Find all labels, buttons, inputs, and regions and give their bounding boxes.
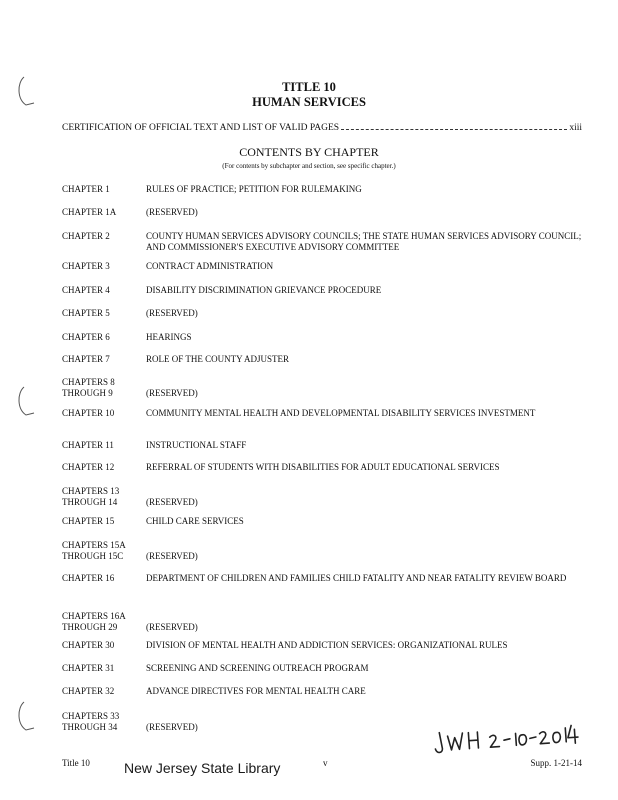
chapter-number: [62, 540, 146, 562]
chapter-number-line: CHAPTER 1A: [62, 207, 117, 217]
chapter-entry: [62, 354, 582, 365]
chapter-entry: [62, 486, 582, 508]
chapter-number: [62, 408, 146, 419]
chapter-number: [62, 516, 146, 527]
page-footer: [62, 755, 582, 785]
chapter-number-line: CHAPTER 32: [62, 686, 115, 696]
chapter-number: [62, 663, 146, 674]
certification-line: [62, 123, 582, 133]
chapter-entry: [62, 231, 582, 253]
chapter-number-line: CHAPTER 12: [62, 462, 115, 472]
title-number: TITLE 10: [282, 80, 336, 94]
chapter-number: [62, 711, 146, 733]
chapter-number-line: CHAPTER 30: [62, 640, 115, 650]
chapter-number: [62, 573, 146, 584]
chapter-title: DEPARTMENT OF CHILDREN AND FAMILIES CHILD FATALITY AND NEAR FATALITY REVIEW BOARD: [146, 573, 567, 583]
library-stamp: New Jersey State Library: [124, 760, 281, 776]
chapter-title: COUNTY HUMAN SERVICES ADVISORY COUNCILS; THE STATE HUMAN SERVICES ADVISORY COUNCIL; AND COMMISSIONER'S EXECUTIVE ADVISORY COMMITTEE: [146, 231, 582, 252]
chapter-number: [62, 377, 146, 399]
punch-hole-mark-icon: [14, 385, 36, 419]
chapter-title: CONTRACT ADMINISTRATION: [146, 261, 274, 271]
chapter-number: [62, 184, 146, 195]
chapter-number: [62, 231, 146, 253]
chapter-entry: [62, 611, 582, 633]
chapter-number: [62, 308, 146, 319]
chapter-title: CHILD CARE SERVICES: [146, 516, 244, 526]
chapter-number: [62, 611, 146, 633]
chapter-title: INSTRUCTIONAL STAFF: [146, 440, 247, 450]
chapter-title: (RESERVED): [146, 622, 198, 632]
chapter-number: [62, 285, 146, 296]
chapter-number: [62, 640, 146, 651]
chapter-title: COMMUNITY MENTAL HEALTH AND DEVELOPMENTAL DISABILITY SERVICES INVESTMENT: [146, 408, 536, 418]
chapter-entry: [62, 308, 582, 319]
chapter-entry: [62, 462, 582, 473]
chapter-title: (RESERVED): [146, 207, 198, 217]
chapter-title: DISABILITY DISCRIMINATION GRIEVANCE PROCEDURE: [146, 285, 382, 295]
chapter-entry: [62, 377, 582, 399]
chapter-number-line: CHAPTER 31: [62, 663, 115, 673]
chapter-number-line: THROUGH 29: [62, 622, 118, 632]
chapter-number-line: CHAPTER 7: [62, 354, 110, 364]
footer-page-number: v: [323, 758, 328, 768]
chapter-number-line: CHAPTERS 33: [62, 711, 120, 721]
chapter-number-line: CHAPTER 10: [62, 408, 115, 418]
chapter-title: (RESERVED): [146, 551, 198, 561]
chapter-number-line: CHAPTER 16: [62, 573, 115, 583]
chapter-number-line: CHAPTER 5: [62, 308, 110, 318]
chapter-number-line: CHAPTERS 13: [62, 486, 120, 496]
chapter-entry: [62, 261, 582, 272]
certification-label: CERTIFICATION OF OFFICIAL TEXT AND LIST OF VALID PAGES: [62, 123, 340, 133]
chapter-number-line: CHAPTER 6: [62, 332, 110, 342]
chapter-title: DIVISION OF MENTAL HEALTH AND ADDICTION SERVICES: ORGANIZATIONAL RULES: [146, 640, 508, 650]
chapter-number: [62, 332, 146, 343]
chapter-title: (RESERVED): [146, 722, 198, 732]
chapter-title: (RESERVED): [146, 388, 198, 398]
punch-hole-mark-icon: [14, 700, 36, 734]
chapter-number: [62, 686, 146, 697]
footer-supplement-date: Supp. 1-21-14: [530, 758, 582, 768]
chapter-title: SCREENING AND SCREENING OUTREACH PROGRAM: [146, 663, 369, 673]
chapter-title: RULES OF PRACTICE; PETITION FOR RULEMAKING: [146, 184, 362, 194]
chapter-number-line: CHAPTER 15: [62, 516, 115, 526]
chapter-entry: [62, 207, 582, 218]
chapter-number: [62, 207, 146, 218]
chapter-title: (RESERVED): [146, 308, 198, 318]
chapter-number: [62, 486, 146, 508]
chapter-number: [62, 440, 146, 451]
chapter-number: [62, 462, 146, 473]
certification-page: xiii: [569, 123, 582, 133]
document-title: [0, 80, 618, 110]
chapter-number-line: CHAPTER 2: [62, 231, 110, 241]
chapter-number: [62, 354, 146, 365]
chapter-title: REFERRAL OF STUDENTS WITH DISABILITIES FOR ADULT EDUCATIONAL SERVICES: [146, 462, 500, 472]
chapter-entry: [62, 640, 582, 651]
chapter-entry: [62, 686, 582, 697]
chapter-number-line: THROUGH 14: [62, 497, 118, 507]
contents-heading: CONTENTS BY CHAPTER: [239, 145, 379, 159]
chapter-number-line: THROUGH 9: [62, 388, 113, 398]
chapter-entry: [62, 573, 582, 584]
chapter-entry: [62, 540, 582, 562]
chapter-number-line: THROUGH 15C: [62, 551, 124, 561]
chapter-number-line: CHAPTERS 8: [62, 377, 115, 387]
chapter-title: (RESERVED): [146, 497, 198, 507]
chapter-title: ADVANCE DIRECTIVES FOR MENTAL HEALTH CARE: [146, 686, 366, 696]
chapter-entry: [62, 332, 582, 343]
chapter-number: [62, 261, 146, 272]
chapter-number-line: CHAPTER 3: [62, 261, 110, 271]
chapter-number-line: CHAPTER 1: [62, 184, 110, 194]
dot-leader: [341, 128, 567, 130]
chapter-title: ROLE OF THE COUNTY ADJUSTER: [146, 354, 290, 364]
chapter-entry: [62, 663, 582, 674]
chapter-number-line: CHAPTERS 15A: [62, 540, 126, 550]
contents-note: (For contents by subchapter and section, see specific chapter.): [222, 162, 396, 170]
chapter-number-line: CHAPTERS 16A: [62, 611, 126, 621]
chapter-entry: [62, 184, 582, 195]
chapter-number-line: CHAPTER 4: [62, 285, 110, 295]
chapter-entry: [62, 440, 582, 451]
chapter-entry: [62, 408, 582, 419]
footer-title: Title 10: [62, 758, 90, 768]
chapter-number-line: THROUGH 34: [62, 722, 118, 732]
title-subject: HUMAN SERVICES: [252, 95, 366, 109]
chapter-number-line: CHAPTER 11: [62, 440, 114, 450]
chapter-entry: [62, 285, 582, 296]
chapter-entry: [62, 516, 582, 527]
chapter-title: HEARINGS: [146, 332, 192, 342]
